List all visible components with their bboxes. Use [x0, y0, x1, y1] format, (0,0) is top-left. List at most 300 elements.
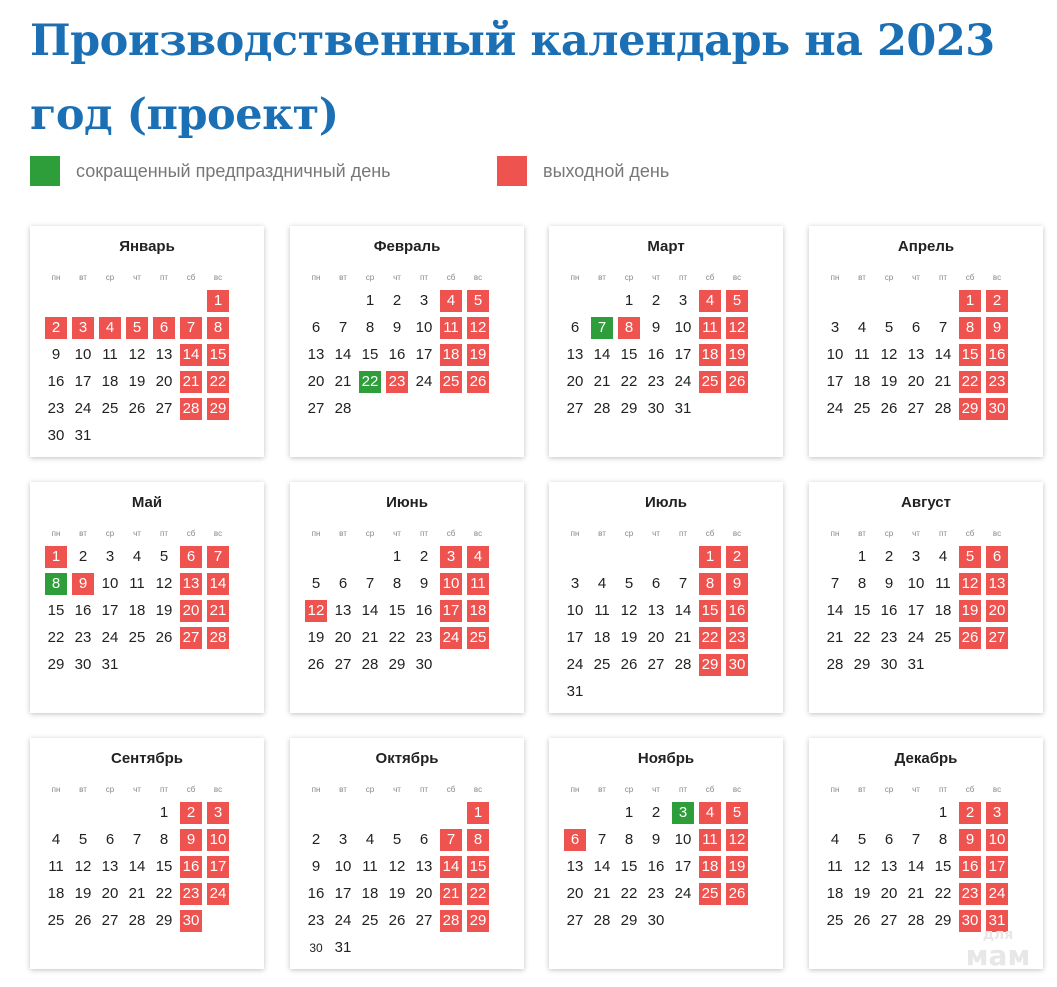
day-cell-off: 27 — [986, 627, 1008, 649]
day-cell-off: 12 — [959, 573, 981, 595]
day-cell-off: 17 — [986, 856, 1008, 878]
day-cell: 1 — [392, 548, 402, 565]
day-cell: 28 — [907, 912, 925, 929]
day-cell: 1 — [365, 292, 375, 309]
day-cell: 21 — [907, 885, 925, 902]
day-cell-off: 3 — [207, 802, 229, 824]
day-cell: 23 — [47, 400, 65, 417]
day-cell: 6 — [419, 831, 429, 848]
day-cell: 8 — [159, 831, 169, 848]
weekday-label: сб — [446, 273, 456, 282]
day-cell-off: 9 — [959, 829, 981, 851]
weekday-label: ср — [365, 529, 375, 538]
day-cell-off: 19 — [726, 344, 748, 366]
day-cell: 31 — [907, 656, 925, 673]
weekday-label: пн — [830, 529, 840, 538]
day-cell-off: 4 — [699, 290, 721, 312]
day-cell: 19 — [388, 885, 406, 902]
day-cell: 20 — [155, 373, 173, 390]
day-cell: 18 — [853, 373, 871, 390]
weekday-label: сб — [965, 273, 975, 282]
day-cell: 5 — [884, 319, 894, 336]
day-cell: 2 — [311, 831, 321, 848]
watermark-line-1: для — [982, 927, 1014, 943]
day-cell: 16 — [307, 885, 325, 902]
day-cell: 4 — [830, 831, 840, 848]
day-cell: 17 — [566, 629, 584, 646]
day-cell-off: 6 — [564, 829, 586, 851]
weekday-label: вт — [858, 273, 866, 282]
weekday-label: чт — [652, 785, 660, 794]
day-cell: 28 — [826, 656, 844, 673]
day-cell: 31 — [674, 400, 692, 417]
weekday-label: чт — [393, 273, 401, 282]
day-cell-off: 19 — [959, 600, 981, 622]
day-cell: 13 — [566, 858, 584, 875]
day-cell: 20 — [566, 373, 584, 390]
day-cell-off: 5 — [726, 802, 748, 824]
month-name: Сентябрь — [111, 750, 183, 767]
day-cell: 31 — [101, 656, 119, 673]
day-cell: 8 — [365, 319, 375, 336]
day-cell: 29 — [620, 912, 638, 929]
weekday-label: чт — [393, 785, 401, 794]
weekday-label: ср — [365, 785, 375, 794]
day-cell: 17 — [74, 373, 92, 390]
weekday-label: пт — [939, 785, 947, 794]
day-cell: 11 — [594, 602, 610, 619]
weekday-label: пт — [160, 785, 168, 794]
day-cell: 24 — [674, 373, 692, 390]
day-cell: 5 — [78, 831, 88, 848]
day-cell: 16 — [74, 602, 92, 619]
weekday-label: вс — [473, 529, 483, 538]
day-cell: 24 — [566, 656, 584, 673]
day-cell: 20 — [307, 373, 325, 390]
day-cell: 7 — [938, 319, 948, 336]
day-cell: 13 — [647, 602, 665, 619]
day-cell-off: 21 — [440, 883, 462, 905]
day-cell: 18 — [47, 885, 65, 902]
day-cell: 25 — [593, 656, 611, 673]
weekday-label: сб — [705, 529, 715, 538]
day-cell-off: 14 — [180, 344, 202, 366]
weekday-label: вт — [79, 529, 87, 538]
day-cell: 19 — [307, 629, 325, 646]
day-cell: 10 — [674, 319, 692, 336]
day-cell: 2 — [651, 292, 661, 309]
day-cell-off: 1 — [45, 546, 67, 568]
day-cell-off: 25 — [699, 371, 721, 393]
day-cell: 3 — [338, 831, 348, 848]
day-cell: 25 — [826, 912, 844, 929]
day-cell: 15 — [853, 602, 871, 619]
day-cell: 13 — [307, 346, 325, 363]
day-cell: 22 — [934, 885, 952, 902]
weekday-label: вт — [339, 785, 347, 794]
weekday-label: пн — [311, 529, 321, 538]
day-cell: 6 — [651, 575, 661, 592]
day-cell-off: 5 — [467, 290, 489, 312]
weekday-label: вс — [473, 785, 483, 794]
day-cell-off: 23 — [986, 371, 1008, 393]
day-cell-off: 14 — [440, 856, 462, 878]
day-cell: 24 — [101, 629, 119, 646]
watermark-logo — [958, 928, 1038, 970]
day-cell: 23 — [647, 885, 665, 902]
day-cell: 17 — [415, 346, 433, 363]
day-cell: 22 — [620, 885, 638, 902]
day-cell-off: 29 — [699, 654, 721, 676]
day-cell: 15 — [934, 858, 952, 875]
day-cell: 25 — [361, 912, 379, 929]
day-cell-off: 5 — [959, 546, 981, 568]
day-cell: 23 — [415, 629, 433, 646]
weekday-label: чт — [652, 273, 660, 282]
day-cell: 13 — [880, 858, 898, 875]
day-cell: 9 — [392, 319, 402, 336]
day-cell-off: 11 — [440, 317, 462, 339]
day-cell: 8 — [938, 831, 948, 848]
day-cell: 12 — [620, 602, 638, 619]
day-cell: 23 — [647, 373, 665, 390]
day-cell: 16 — [647, 858, 665, 875]
day-cell: 3 — [678, 292, 688, 309]
day-cell-off: 17 — [440, 600, 462, 622]
weekday-label: чт — [133, 785, 141, 794]
weekday-label: ср — [105, 273, 115, 282]
day-cell: 28 — [361, 656, 379, 673]
day-cell: 4 — [857, 319, 867, 336]
day-cell-off: 1 — [699, 546, 721, 568]
month-name: Октябрь — [375, 750, 439, 767]
day-cell: 3 — [419, 292, 429, 309]
day-cell: 20 — [566, 885, 584, 902]
day-cell-off: 17 — [207, 856, 229, 878]
day-cell-off: 1 — [467, 802, 489, 824]
day-cell: 28 — [128, 912, 146, 929]
day-cell: 17 — [674, 346, 692, 363]
day-cell-off: 1 — [959, 290, 981, 312]
month-name: Июль — [645, 494, 687, 511]
day-cell: 10 — [566, 602, 584, 619]
weekday-label: сб — [446, 785, 456, 794]
day-cell: 10 — [907, 575, 925, 592]
weekday-label: пн — [830, 273, 840, 282]
month-card — [809, 482, 1043, 713]
weekday-label: вт — [339, 273, 347, 282]
weekday-label: сб — [965, 529, 975, 538]
day-cell: 14 — [826, 602, 844, 619]
weekday-label: сб — [705, 273, 715, 282]
day-cell: 19 — [853, 885, 871, 902]
day-cell: 8 — [392, 575, 402, 592]
weekday-label: пн — [51, 529, 61, 538]
day-cell: 19 — [155, 602, 173, 619]
day-cell: 9 — [884, 575, 894, 592]
day-cell: 17 — [334, 885, 352, 902]
day-cell-off: 6 — [986, 546, 1008, 568]
day-cell: 2 — [884, 548, 894, 565]
day-cell: 21 — [361, 629, 379, 646]
weekday-label: вс — [732, 529, 742, 538]
day-cell: 25 — [101, 400, 119, 417]
weekday-label: сб — [446, 529, 456, 538]
weekday-label: пт — [420, 785, 428, 794]
day-cell: 30 — [415, 656, 433, 673]
day-cell: 17 — [826, 373, 844, 390]
day-cell: 25 — [47, 912, 65, 929]
day-cell: 11 — [129, 575, 145, 592]
weekday-label: вс — [992, 273, 1002, 282]
weekday-label: вт — [598, 529, 606, 538]
weekday-label: вт — [598, 273, 606, 282]
weekday-label: вт — [858, 529, 866, 538]
day-cell-off: 9 — [180, 829, 202, 851]
day-cell: 13 — [907, 346, 925, 363]
day-cell-off: 9 — [726, 573, 748, 595]
weekday-label: пт — [160, 273, 168, 282]
day-cell-off: 2 — [986, 290, 1008, 312]
day-cell: 1 — [857, 548, 867, 565]
day-cell: 19 — [620, 629, 638, 646]
day-cell-shortened: 22 — [359, 371, 381, 393]
day-cell: 21 — [128, 885, 146, 902]
weekday-label: пн — [570, 529, 580, 538]
day-cell-off: 22 — [959, 371, 981, 393]
day-cell-off: 31 — [986, 910, 1008, 932]
day-cell-off: 21 — [207, 600, 229, 622]
day-cell: 19 — [74, 885, 92, 902]
legend-label-day-off: выходной день — [543, 160, 670, 181]
day-cell-off: 16 — [726, 600, 748, 622]
day-cell: 22 — [853, 629, 871, 646]
weekday-label: пт — [939, 529, 947, 538]
day-cell: 2 — [419, 548, 429, 565]
day-cell-off: 24 — [440, 627, 462, 649]
day-cell: 2 — [78, 548, 88, 565]
day-cell-off: 21 — [180, 371, 202, 393]
day-cell: 30 — [647, 912, 665, 929]
weekday-label: пт — [160, 529, 168, 538]
day-cell: 27 — [307, 400, 325, 417]
day-cell: 15 — [620, 858, 638, 875]
weekday-label: пт — [679, 785, 687, 794]
day-cell: 11 — [102, 346, 118, 363]
day-cell: 29 — [853, 656, 871, 673]
day-cell-shortened: 7 — [591, 317, 613, 339]
day-cell: 22 — [47, 629, 65, 646]
day-cell: 15 — [361, 346, 379, 363]
day-cell-off: 25 — [467, 627, 489, 649]
day-cell: 31 — [566, 683, 584, 700]
day-cell: 28 — [593, 912, 611, 929]
day-cell: 6 — [105, 831, 115, 848]
day-cell-off: 18 — [699, 856, 721, 878]
day-cell: 29 — [388, 656, 406, 673]
day-cell: 17 — [674, 858, 692, 875]
day-cell: 26 — [620, 656, 638, 673]
day-cell: 23 — [74, 629, 92, 646]
day-cell: 7 — [597, 831, 607, 848]
day-cell: 29 — [620, 400, 638, 417]
weekday-label: пт — [679, 273, 687, 282]
day-cell: 18 — [593, 629, 611, 646]
day-cell: 9 — [311, 858, 321, 875]
weekday-label: пн — [570, 785, 580, 794]
day-cell: 25 — [853, 400, 871, 417]
day-cell: 11 — [48, 858, 64, 875]
day-cell: 9 — [651, 831, 661, 848]
day-cell-off: 4 — [467, 546, 489, 568]
day-cell: 18 — [826, 885, 844, 902]
day-cell-off: 7 — [207, 546, 229, 568]
weekday-label: вс — [473, 273, 483, 282]
day-cell: 3 — [911, 548, 921, 565]
day-cell: 15 — [388, 602, 406, 619]
weekday-label: ср — [884, 785, 894, 794]
day-cell-off: 22 — [699, 627, 721, 649]
day-cell-off: 20 — [986, 600, 1008, 622]
day-cell-off: 11 — [467, 573, 489, 595]
day-cell: 26 — [307, 656, 325, 673]
day-cell: 26 — [128, 400, 146, 417]
day-cell: 27 — [566, 912, 584, 929]
day-cell: 14 — [128, 858, 146, 875]
day-cell: 16 — [47, 373, 65, 390]
day-cell: 14 — [334, 346, 352, 363]
day-cell-off: 6 — [180, 546, 202, 568]
day-cell: 26 — [388, 912, 406, 929]
day-cell-off: 13 — [986, 573, 1008, 595]
day-cell: 6 — [311, 319, 321, 336]
day-cell-off: 7 — [440, 829, 462, 851]
day-cell: 13 — [101, 858, 119, 875]
weekday-label: ср — [884, 273, 894, 282]
day-cell: 31 — [74, 427, 92, 444]
day-cell-off: 19 — [467, 344, 489, 366]
weekday-label: ср — [105, 529, 115, 538]
day-cell: 12 — [74, 858, 92, 875]
day-cell: 28 — [593, 400, 611, 417]
day-cell: 7 — [338, 319, 348, 336]
day-cell-off: 7 — [180, 317, 202, 339]
weekday-label: вт — [79, 273, 87, 282]
day-cell: 7 — [365, 575, 375, 592]
day-cell: 21 — [934, 373, 952, 390]
day-cell: 27 — [880, 912, 898, 929]
legend-item-day-off — [497, 155, 669, 187]
weekday-label: сб — [705, 785, 715, 794]
day-cell-off: 27 — [180, 627, 202, 649]
day-cell-off: 16 — [180, 856, 202, 878]
month-card — [290, 482, 524, 713]
weekday-label: пт — [420, 273, 428, 282]
weekday-label: вс — [732, 785, 742, 794]
day-cell: 16 — [880, 602, 898, 619]
day-cell: 31 — [334, 939, 352, 956]
day-cell: 1 — [624, 804, 634, 821]
day-cell-off: 23 — [726, 627, 748, 649]
day-cell-shortened: 8 — [45, 573, 67, 595]
day-cell: 27 — [566, 400, 584, 417]
day-cell-off: 18 — [440, 344, 462, 366]
day-cell: 1 — [159, 804, 169, 821]
day-cell: 6 — [884, 831, 894, 848]
day-cell: 15 — [155, 858, 173, 875]
day-cell: 26 — [155, 629, 173, 646]
day-cell: 23 — [307, 912, 325, 929]
day-cell-off: 6 — [153, 317, 175, 339]
day-cell-off: 23 — [959, 883, 981, 905]
month-card — [30, 482, 264, 713]
month-name: Март — [647, 238, 685, 255]
day-cell-off: 23 — [180, 883, 202, 905]
day-cell: 5 — [159, 548, 169, 565]
weekday-label: чт — [133, 273, 141, 282]
day-cell: 21 — [593, 373, 611, 390]
day-cell: 30 — [647, 400, 665, 417]
weekday-label: пн — [311, 785, 321, 794]
day-cell-off: 30 — [180, 910, 202, 932]
day-cell: 26 — [853, 912, 871, 929]
day-cell: 20 — [334, 629, 352, 646]
month-card — [290, 226, 524, 457]
day-cell: 10 — [826, 346, 844, 363]
weekday-label: пт — [679, 529, 687, 538]
month-name: Февраль — [373, 238, 441, 255]
weekday-label: вс — [213, 785, 223, 794]
weekday-label: ср — [365, 273, 375, 282]
day-cell: 3 — [105, 548, 115, 565]
month-name: Январь — [119, 238, 175, 255]
day-cell: 10 — [334, 858, 352, 875]
day-cell: 6 — [570, 319, 580, 336]
day-cell: 18 — [128, 602, 146, 619]
day-cell: 17 — [101, 602, 119, 619]
day-cell: 5 — [392, 831, 402, 848]
day-cell-off: 2 — [726, 546, 748, 568]
day-cell-off: 26 — [726, 883, 748, 905]
month-card — [549, 226, 783, 457]
weekday-label: сб — [186, 785, 196, 794]
day-cell-off: 5 — [126, 317, 148, 339]
day-cell-off: 19 — [726, 856, 748, 878]
day-cell-off: 26 — [467, 371, 489, 393]
day-cell-off: 9 — [72, 573, 94, 595]
day-cell: 30 — [47, 427, 65, 444]
weekday-label: чт — [652, 529, 660, 538]
day-cell: 6 — [338, 575, 348, 592]
day-cell-off: 4 — [99, 317, 121, 339]
day-cell-off: 8 — [207, 317, 229, 339]
day-cell-off: 13 — [180, 573, 202, 595]
day-cell-off: 12 — [726, 317, 748, 339]
weekday-label: вт — [79, 785, 87, 794]
day-cell: 9 — [51, 346, 61, 363]
day-cell: 15 — [47, 602, 65, 619]
day-cell: 28 — [674, 656, 692, 673]
day-cell-off: 26 — [959, 627, 981, 649]
day-cell-off: 22 — [207, 371, 229, 393]
day-cell-off: 2 — [45, 317, 67, 339]
day-cell: 20 — [907, 373, 925, 390]
day-cell: 13 — [415, 858, 433, 875]
day-cell: 24 — [907, 629, 925, 646]
day-cell: 12 — [880, 346, 898, 363]
day-cell-off: 25 — [440, 371, 462, 393]
day-cell: 13 — [334, 602, 352, 619]
